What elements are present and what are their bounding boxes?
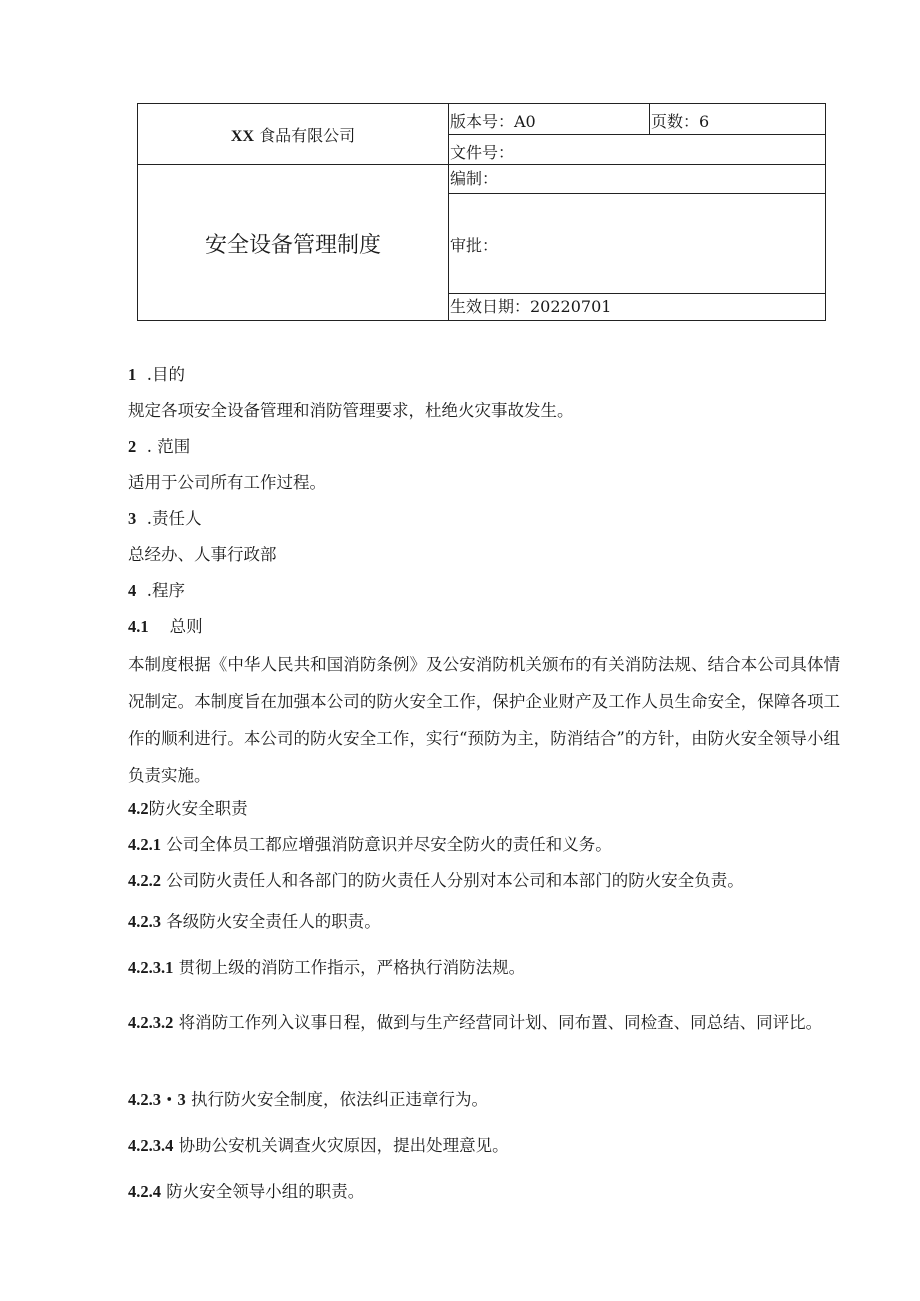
section-text: 规定各项安全设备管理和消防管理要求，杜绝火灾事故发生。 [128,401,574,420]
prepared-by-field: 编制： [450,169,499,188]
section-heading: 1 .目的 [128,365,185,384]
section-text: 适用于公司所有工作过程。 [128,473,326,492]
document-body [128,0,840,1301]
section-heading: 4.1 总则 [128,617,203,636]
clause: 4.2.2 公司防火责任人和各部门的防火责任人分别对本公司和本部门的防火安全负责。 [128,871,744,890]
clause: 4.2.4 防火安全领导小组的职责。 [128,1182,365,1201]
version-field: 版本号：A0 [450,112,536,131]
pages-field: 页数：6 [651,112,710,131]
document-title: 安全设备管理制度 [204,233,381,258]
clause: 4.2.3.2 将消防工作列入议事日程，做到与生产经营同计划、同布置、同检查、同总结、同评比。 [128,1013,823,1032]
section-heading: 4 .程序 [128,581,185,600]
clause: 4.2.1 公司全体员工都应增强消防意识并尽安全防火的责任和义务。 [128,835,612,854]
section-heading: 3 .责任人 [128,509,202,528]
section-text: 总经办、人事行政部 [128,545,277,564]
section-paragraph: 本制度根据《中华人民共和国消防条例》及公安消防机关颁布的有关消防法规、结合本公司具体情况制定。本制度旨在加强本公司的防火安全工作，保护企业财产及工作人员生命安全，保障各项工作的顺利进行。本公司的防火安全工作，实行“预防为主，防消结合”的方针，由防火安全领导小组负责实施。 [128,655,840,785]
clause: 4.2.3.4 协助公安机关调查火灾原因，提出处理意见。 [128,1136,509,1155]
company-name: XX 食品有限公司 [230,126,356,145]
effective-date-field: 生效日期：20220701 [450,297,612,316]
section-heading: 2 . 范围 [128,437,191,456]
clause: 4.2.3.1 贯彻上级的消防工作指示，严格执行消防法规。 [128,958,526,977]
section-heading: 4.2防火安全职责 [128,799,248,818]
approved-by-field: 审批： [450,236,499,255]
clause: 4.2.3・3 执行防火安全制度，依法纠正违章行为。 [128,1090,488,1109]
clause: 4.2.3 各级防火安全责任人的职责。 [128,912,381,931]
doc-number-field: 文件号： [450,143,515,162]
